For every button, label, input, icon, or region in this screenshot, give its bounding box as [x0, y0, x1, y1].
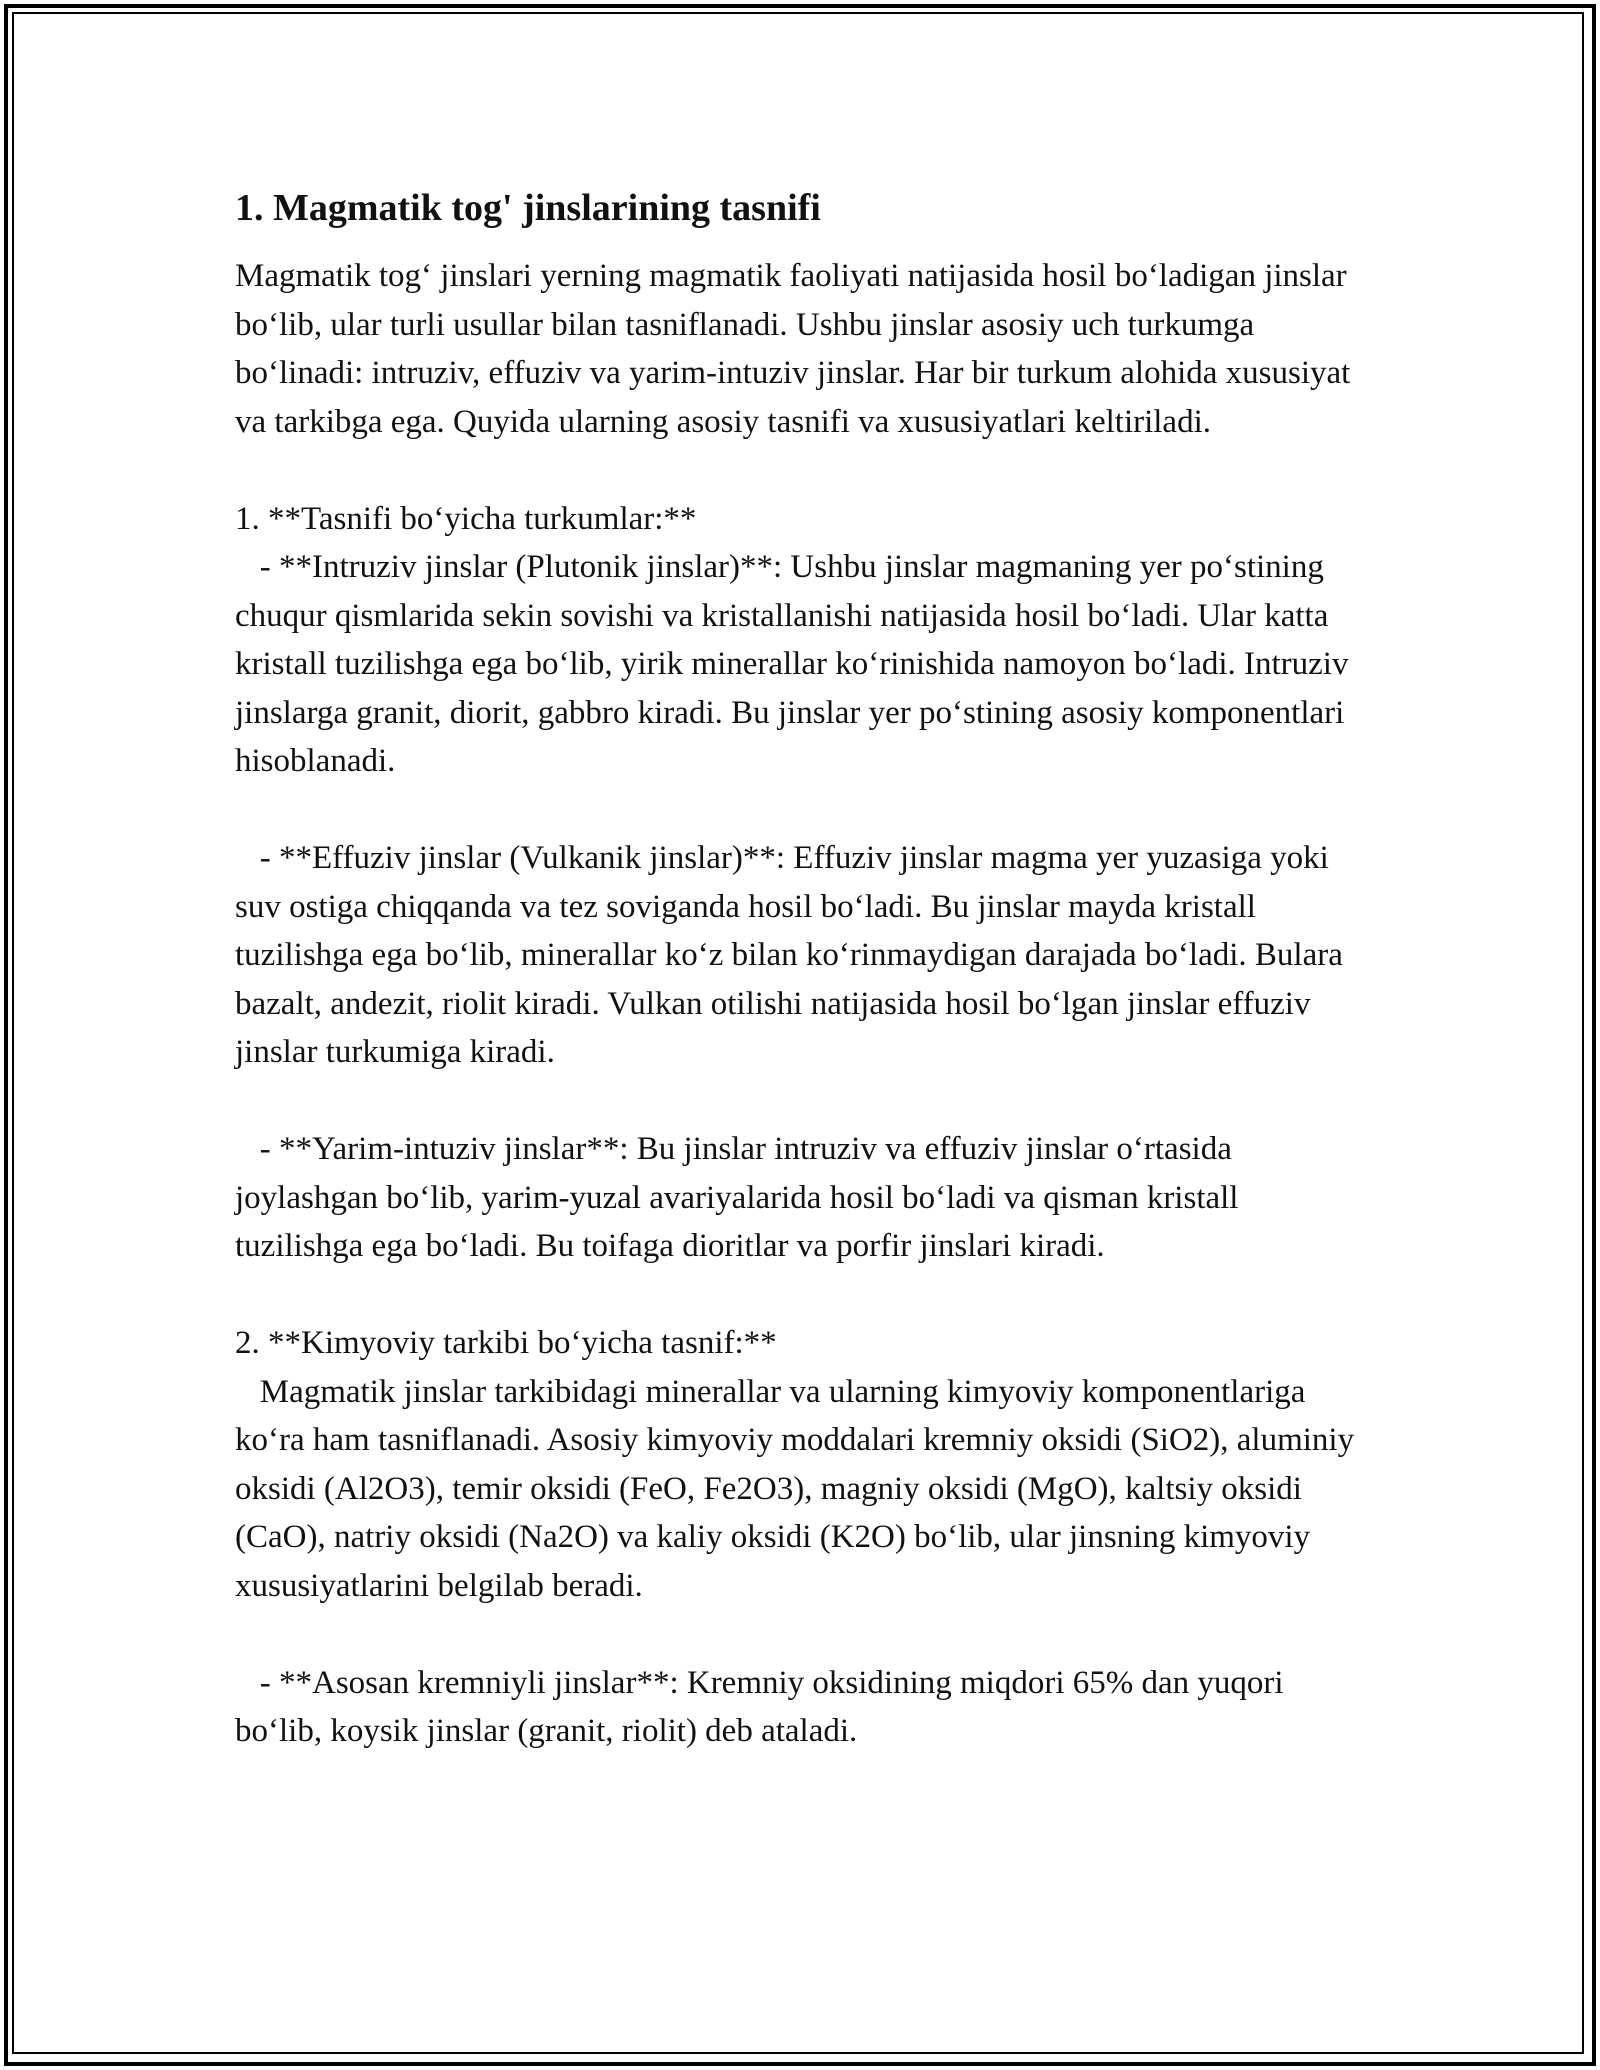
- intro-paragraph: Magmatik tog‘ jinslari yerning magmatik faoliyati natijasida hosil bo‘ladigan jinslar bo‘lib, ular turli usullar bilan tasniflanadi. Ushbu jinslar asosiy uch turkumga bo‘linadi: intruziv, effuziv va yarim-intuziv jinslar. Har bir turkum alohida xususiyat va tarkibga ega. Quyida ularning asosiy tasnifi va xususiyatlari keltiriladi.: [235, 258, 1359, 440]
- paragraph-semi-intrusive-rocks: - **Yarim-intuziv jinslar**: Bu jinslar intruziv va effuziv jinslar o‘rtasida joylashgan bo‘lib, yarim-yuzal avariyalarida hosil bo‘ladi va qisman kristall tuzilishga ega bo‘ladi. Bu toifaga dioritlar va porfir jinslari kiradi.: [235, 1131, 1247, 1264]
- paragraph-effusive-rocks: - **Effuziv jinslar (Vulkanik jinslar)**: Effuziv jinslar magma yer yuzasiga yoki suv ostiga chiqqanda va tez soviganda hosil bo‘ladi. Bu jinslar mayda kristall tuzilishga ega bo‘lib, minerallar ko‘z bilan ko‘rinmaydigan darajada bo‘ladi. Bulara bazalt, andezit, riolit kiradi. Vulkan otilishi natijasida hosil bo‘lgan jinslar effuziv jinslar turkumiga kiradi.: [235, 840, 1352, 1070]
- paragraph-silica-rich-rocks: - **Asosan kremniyli jinslar**: Kremniy oksidining miqdori 65% dan yuqori bo‘lib, koysik jinslar (granit, riolit) deb ataladi.: [235, 1664, 1292, 1749]
- paragraph-chemical-composition: Magmatik jinslar tarkibidagi minerallar va ularning kimyoviy komponentlariga ko‘ra ham tasniflanadi. Asosiy kimyoviy moddalari kremniy oksidi (SiO2), aluminiy oksidi (Al2O3), temir oksidi (FeO, Fe2O3), magniy oksidi (MgO), kaltsiy oksidi (CaO), natriy oksidi (Na2O) va kaliy oksidi (K2O) bo‘lib, ular jinsning kimyoviy xususiyatlarini belgilab beradi.: [235, 1373, 1363, 1604]
- section-heading-chemical: 2. **Kimyoviy tarkibi bo‘yicha tasnif:**: [235, 1325, 777, 1361]
- paragraph-intrusive-rocks: - **Intruziv jinslar (Plutonik jinslar)**: Ushbu jinslar magmaning yer po‘stining chuqur qismlarida sekin sovishi va kristallanishi natijasida hosil bo‘ladi. Ular katta kristall tuzilishga ega bo‘lib, yirik minerallar ko‘rinishida namoyon bo‘ladi. Intruziv jinslarga granit, diorit, gabbro kiradi. Bu jinslar yer po‘stining asosiy komponentlari hisoblanadi.: [235, 549, 1357, 779]
- section-heading-classification: 1. **Tasnifi bo‘yicha turkumlar:**: [235, 500, 697, 537]
- document-title: 1. Magmatik tog' jinslarining tasnifi: [235, 187, 821, 229]
- document-body: [235, 184, 1375, 1804]
